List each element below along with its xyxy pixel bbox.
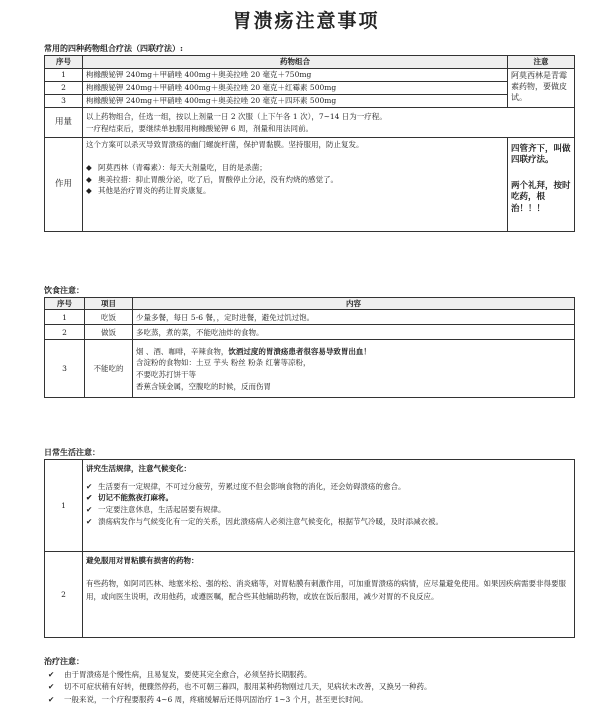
effect-note-2: 两个礼拜，按时吃药，根治！！！ [511,180,571,214]
effect-bullet: ◆ 奥美拉措：抑止胃酸分泌，吃了后，胃酸停止分泌，没有灼烧的感觉了。 [86,174,338,184]
drug-row-no: 3 [45,95,83,108]
diet-warning-text: 饮酒过度的胃溃疡患者很容易导致胃出血！ [228,346,371,356]
diet-row-no: 1 [45,310,85,325]
drug-row-combo: 枸橼酸铋钾 240mg＋甲硝唑 400mg＋奥美拉唑 20 毫克＋四环素 500mg [83,95,508,108]
drug-row [45,69,575,82]
diamond-bullet-icon: ◆ [86,174,92,184]
daily-section-heading: 日常生活注意： [44,447,100,457]
treatment-section-heading: 治疗注意： [44,656,84,666]
diet-table [44,297,575,398]
daily-row [45,552,575,638]
treatment-item: ✔ 切不可症状稍有好转，便骤然停药，也不可朝三暮四，服用某种药物刚过几天，见病状未改善，又换另一种药。 [48,682,432,692]
drug-row-combo: 枸橼酸铋钾 240mg＋甲硝唑 400mg＋奥美拉唑 20 毫克＋750mg [83,69,508,82]
daily-row-title: 讲究生活规律，注意气候变化： [86,464,191,473]
diet-row-no: 2 [45,325,85,340]
treatment-item: ✔ 由于胃溃疡是个慢性病，且易复发，要使其完全愈合，必须坚持长期服药。 [48,670,312,679]
usage-line-2: 一疗程结束后，要继续单独服用枸橼酸铋钾 6 周，剂量和用法同前。 [86,123,314,133]
usage-label: 用量 [45,108,83,138]
drug-section-heading: 常用的四种药物组合疗法（四联疗法）: [44,43,183,53]
diet-row-item: 不能吃的 [85,340,133,398]
diamond-bullet-icon: ◆ [86,185,92,195]
effect-label: 作用 [45,138,83,232]
effect-row [45,138,575,232]
check-icon: ✔ [48,670,55,679]
drug-table [44,55,575,232]
check-icon: ✔ [48,682,55,692]
daily-item: ✔ 一定要注意休息，生活起居要有规律。 [86,504,226,514]
daily-row-no: 2 [45,552,83,638]
daily-row-no: 1 [45,460,83,552]
daily-row-title: 避免服用对胃粘膜有损害的药物： [86,556,199,565]
diamond-bullet-icon: ◆ [86,163,92,173]
check-icon: ✔ [86,493,93,503]
check-icon: ✔ [48,694,55,704]
diet-row [45,325,575,340]
diet-forbidden-line: 不要吃苏打饼干等 [136,369,196,379]
daily-row [45,460,575,552]
daily-table [44,459,575,638]
check-icon: ✔ [86,481,93,491]
diet-row-item: 做饭 [85,325,133,340]
diet-row-content: 多吃蒸，煮的菜，不能吃油炸的食物。 [133,325,575,340]
daily-item: ✔ 溃疡病发作与气候变化有一定的关系，因此溃疡病人必须注意气候变化，根据节气冷暖，及时添减衣被。 [86,516,443,526]
diet-row [45,340,575,398]
usage-row [45,108,575,138]
diet-row-no: 3 [45,340,85,398]
diet-row [45,310,575,325]
diet-header-content: 内容 [133,298,575,310]
effect-intro: 这个方案可以杀灭导致胃溃疡的幽门螺旋杆菌，保护胃黏膜。坚持服用，防止复发。 [86,140,364,149]
drug-row-no: 1 [45,69,83,82]
daily-item: ✔ 生活要有一定规律，不可过分疲劳，劳累过度不但会影响食物的消化，还会妨碍溃疡的愈合。 [86,481,406,491]
diet-forbidden-line: 香蕉含镁金属，空腹吃的时候，反而伤胃 [136,381,271,391]
diet-header-item: 项目 [85,298,133,310]
drug-header-no: 序号 [45,56,83,69]
drug-row-no: 2 [45,82,83,95]
drug-row [45,82,575,95]
diet-forbidden-line: 烟 、酒、咖啡，辛辣食物， [136,346,229,356]
effect-note-1: 四管齐下，叫做四联疗法。 [511,144,571,166]
check-icon: ✔ [86,516,93,526]
effect-bullet: ◆ 其他是治疗胃炎的药让胃炎康复。 [86,185,211,195]
daily-row-text: 有些药物，如阿司匹林、地塞米松、强的松、消炎痛等，对胃粘膜有刺激作用，可加重胃溃疡的病情，应尽量避免使用。如果因疾病需要非得要服用，或向医生说明，改用他药，或遵医嘱，配合些其他辅助药物，或放在饭后服用，减少对胃的不良反应。 [86,578,566,601]
page-title: 胃溃疡注意事项 [232,10,380,32]
treatment-list [48,670,588,707]
drug-row [45,95,575,108]
drug-header-combo: 药物组合 [83,56,508,69]
drug-row-combo: 枸橼酸铋钾 240mg＋甲硝唑 400mg＋奥美拉唑 20 毫克＋红霉素 500mg [83,82,508,95]
diet-header-no: 序号 [45,298,85,310]
check-icon: ✔ [86,504,93,514]
treatment-item: ✔ 一般来说，一个疗程要服药 4~6 周，疼痛缓解后还得巩固治疗 1~3 个月，甚至更长时间。 [48,694,368,704]
diet-row-content: 少量多餐，每日 5-6 餐，，定时进餐，避免过饥过饱。 [133,310,575,325]
diet-section-heading: 饮食注意： [44,285,84,295]
usage-line-1: 以上药物组合，任选一组，按以上剂量一日 2 次服（上下午各 1 次），7~14 日为一疗程。 [86,112,387,122]
drug-note: 阿莫西林是青霉素药物，要做皮试。 [508,69,575,108]
diet-forbidden-line: 含淀粉的食物如：土豆 芋头 粉丝 粉条 红薯等凉粉， [136,358,311,368]
daily-item: ✔ 切记不能熬夜打麻将。 [86,493,173,503]
drug-header-note: 注意 [508,56,575,69]
effect-bullet: ◆ 阿莫西林（青霉素）：每天大剂量吃，目的是杀菌； [86,163,267,173]
diet-row-item: 吃饭 [85,310,133,325]
